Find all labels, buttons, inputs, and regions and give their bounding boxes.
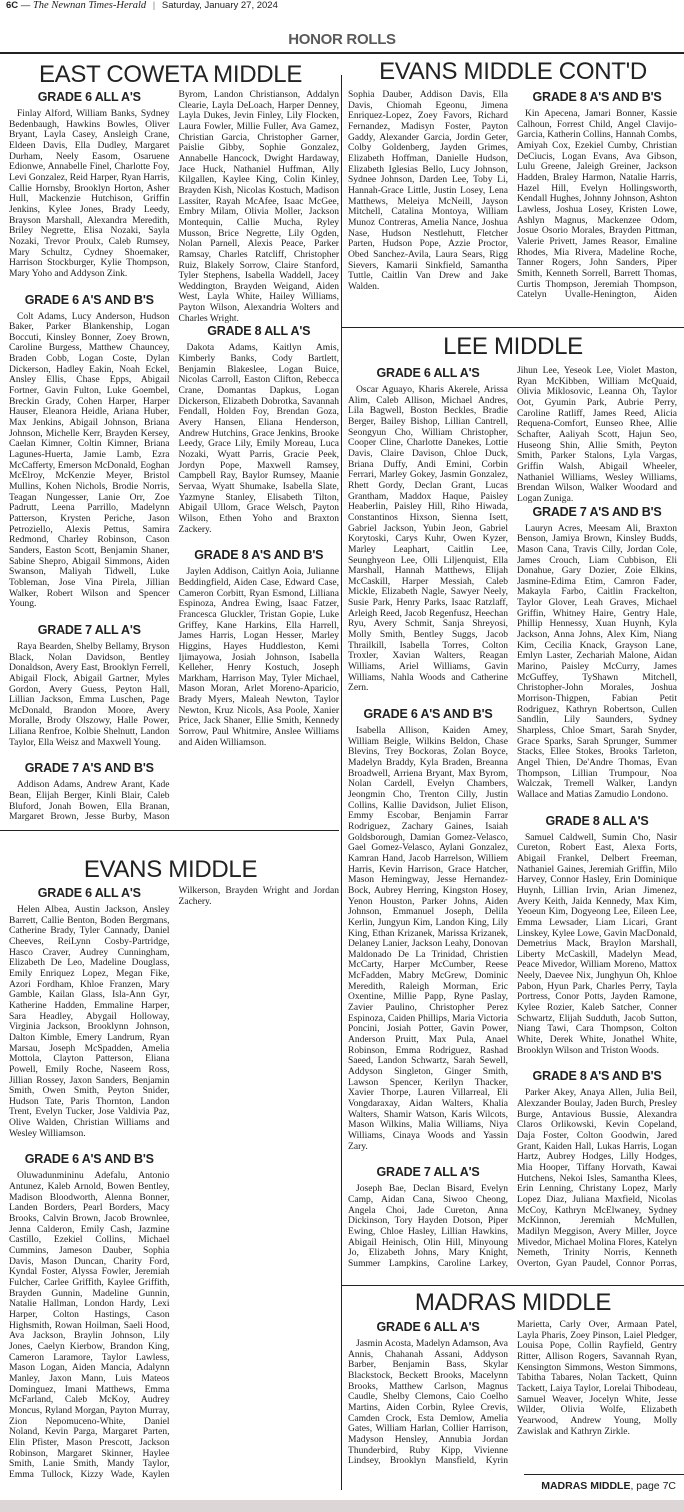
grade-list (348, 707, 508, 1152)
east-coweta-section-title: EAST COWETA MIDDLE (38, 61, 303, 88)
student-names: Helen Albea, Austin Jackson, Ansley Barrett, Callie Benton, Boden Bergmans, Catherine Brady, Tyler Cannady, Daniel Cheeves, ReiLynn Cosby-Partridge, Hasco Craver, Audrey Cunningham, Elizabeth De Leo, Madeline Douglass, Emily Enriquez Lopez, Megan Fike, Azori Fordham, Khloe Franzen, Mary Gamble, Kailan Glass, Isla-Ann Gyr, Katherine Hadden, Emmaline Harper, Sara Headley, Abygail Holloway, Virginia Jackson, Brooklynn Johnson, Dalton Kimble, Emery Landrum, Ryan Marsau, Joseph McSpadden, Amelia Mottola, Clayton Patterson, Eliana Powell, Emily Roche, Naseem Ross, Jillian Rossey, Jaxon Sanders, Benjamin Smith, Owen Smith, Peyton Snider, Hudson Tate, Paris Thornton, Landon Trent, Evelyn Tucker, Jose Valdivia Paz, Olive Walden, Christian Williams and Wesley Williamson. (9, 904, 170, 1139)
kicker-rule (0, 52, 684, 54)
student-names: Oscar Aguayo, Kharis Akerele, Arissa Alim, Caleb Allison, Michael Andres, Lila Bagwell, Boston Beckles, Bradie Berger, Bailey Bishop, Lillian Cantrell, Seongyun Cho, William Christopher, Cooper Cline, Charlotte Danekes, Lottie Davis, Claire Davison, Chloe Duck, Briana Duffy, Andi Emini, Corbin Ferrari, Marley Gokey, Jasmin Gonzalez, Rhett Gordy, Declan Grant, Lucas Grantham, Maddox Haque, Paisley Heaberlin, Paisley Hill, Riho Hiwada, Constantinos Hixson, Sienna Isett, Gabriel Jackson, Yubin Jeon, Gabriel Korytoski, Carys Kuhr, Owen Kyzer, Marley Leaphart, Caitlin Lee, Seunghyeon Lee, Olli Liljenquist, Ella Marshall, Hannah Matthews, Elijah McCaskill, Harper Messiah, Caleb Mickle, Elizabeth Nagle, Sawyer Neely, Susie Park, Henry Parks, Isaac Ratzlaff, Arleigh Reed, Jacob Regenfusz, Heechan Ryu, Avery Schmit, Sanja Shreyosi, Molly Smith, Bentley Suggs, Jacob Thrailkill, Isabella Torres, Colton Troxler, Xavian Walters, Reagan Williams, Ariel Williams, Gavin Williams, Nahla Woods and Catherine Zern. (348, 384, 508, 694)
madras-section-title: MADRAS MIDDLE (414, 1289, 612, 1316)
grade-heading: GRADE 8 ALL A'S (545, 813, 649, 828)
lee-honor-roll (348, 366, 677, 1278)
grade-heading: GRADE 8 A'S AND B'S (532, 90, 662, 104)
grade-heading: GRADE 6 ALL A'S (376, 366, 480, 380)
grade-heading: GRADE 8 ALL A'S (207, 324, 311, 339)
evans-section-title: EVANS MIDDLE (83, 856, 258, 883)
grade-heading: GRADE 7 ALL A'S (37, 622, 141, 637)
student-names: Dakota Adams, Kaitlyn Amis, Kimberly Banks, Cody Bartlett, Benjamin Blakeslee, Logan Buice, Nicolas Carroll, Easton Clifton, Rebecca Crane, Domantas Dapkus, Logan Dickerson, Elizabeth Dobrotka, Savannah Fendall, Holden Foy, Brendan Goza, Avery Hansen, Eliana Henderson, Andrew Hutchins, Grace Jenkins, Brooke Leedy, Grace Lily, Emily Moreau, Luca Nozaki, Wyatt Parris, Gracie Peek, Jordyn Pope, Maxwell Ramsey, Campbell Ray, Baylor Rumsey, Maanie Servaa, Wyatt Shumake, Isabella Slate, Yazmyne Stanley, Elisabeth Tilton, Abigail Ullom, Grace Welsch, Payton Wilson, Ethen Yoho and Braxton Zackery. (178, 342, 339, 535)
student-names: Samuel Caldwell, Sumin Cho, Nasir Cureton, Robert East, Alexa Forts, Abigail Frankel, Delbert Freeman, Nathaniel Gaines, Jeremiah Griffin, Milo Harvey, Connor Hasley, Erin Dominique Huynh, Lillian Irvin, Arian Jimenez, Avery Keith, Jaida Kennedy, Max Kim, Yeoeun Kim, Dogyeong Lee, Eileen Lee, Emma Lewsader, Liam Licari, Grant Linskey, Kylee Lowe, Gavin MacDonald, Demetrius Mack, Braylon Marshall, Liberty McCaskill, Madelyn Mead, Peace Mivedor, William Moreno, Mattox Neely, Daevee Nix, Junghyun Oh, Khloe Pabon, Hyun Park, Charles Perry, Tayla Portress, Conor Potts, Jayden Ramone, Kylee Rozier, Kaleb Satcher, Conner Schwartz, Elijah Sudduth, Jacob Sutton, Niang Tawi, Cara Thompson, Colton White, Derek White, Jonathel White, Brooklyn Wilson and Triston Woods. (517, 831, 677, 1056)
masthead (6, 0, 278, 12)
newspaper-name: The Newnan Times-Herald (32, 0, 147, 11)
student-names: Addison Adams, Andrew Arant, Kade Bean, Elijah Berger, Kinli Blair, Caleb Bluford, Jonah Bowen, Ella Branan, Margaret Brown, Jesse Burby, Mason Byrom, Landon Christianson, Addalyn Clearie, Layla DeLoach, Harper Denney, Layla Dukes, Jevin Finley, Lily Flocken, Laura Fowler, Millie Fuller, Ava Gamez, Christian Garcia, Christopher Garner, Paislie Gibby, Sophie Gonzalez, Annabelle Hancock, Dwight Hardaway, Jace Huck, Nathaniel Huffman, Ally Kilgallen, Kaylee King, Colin Kinley, Brayden Kish, Nicolas Kostuch, Madison Lassiter, Rayah McAfee, Isaac McGee, Embry Milam, Olivia Moller, Jackson Montequin, Callie Mucha, Ryley Musson, Brice Negrette, Lily Ogden, Nolan Parnell, Alexis Peace, Parker Ramsay, Charles Ratcliff, Christopher Ruiz, Blakely Sorrow, Claire Stanford, Tyler Stephens, Isabella Waddell, Jacey Weddington, Brayden Weigand, Aiden West, Layla White, Hailey Williams, Payton Wilson, Alexandria Wolters and Charles Wright. (9, 90, 339, 823)
grade-list (9, 90, 170, 280)
student-names: Lauryn Acres, Meesam Ali, Braxton Benson, Jamiya Brown, Kinsley Budds, Mason Cana, Travis Cilly, Jordan Cole, James Crouch, Liam Cubbison, Eli Donahue, Gary Dozier, Zoie Elkins, Jasmine-Edima Etim, Camron Fader, Makayla Farbo, Caitlin Frackelton, Taylor Glover, Leah Graves, Michael Griffin, Whitney Haire, Gentry Hale, Phillip Hennessy, Xuan Huynh, Kyla Jackson, Anna Johns, Alex Kim, Niang Kim, Cecilia Knack, Grayson Lane, Emlyn Laster, Zechariah Malone, Aidan Marino, Paisley McCurry, James McGuffey, TyShawn Mitchell, Christopher-John Morales, Joshua Morrison-Thigpen, Fabian Petit Rodriguez, Kathryn Robertson, Cullen Sandlin, Lily Saunders, Sydney Sharpless, Chloe Smart, Sarah Snyder, Grace Sparks, Sarah Sprunger, Summer Stacks, Ellee Stokes, Brooks Tarleton, Angel Thien, De'Andre Thomas, Evan Thompson, Lillian Trumpour, Noa Walczak, Tremell Walker, Landyn Wallace and Matias Zamudio Londono. (517, 522, 677, 800)
student-names: Oluwadunmininu Adefalu, Antonio Antunez, Kaleb Arnold, Bowen Bentley, Madison Bloodworth, Alenna Bonner, Landen Borders, Pearl Borders, Macy Brooks, Calvin Brown, Jacob Brownlee, Jenna Calderon, Emily Cash, Jazmine Castillo, Ezekiel Collins, Michael Cummins, Jameson Dauber, Sophia Davis, Mason Duncan, Charity Ford, Kyndal Foster, Alyssa Fowler, Jeremiah Fulcher, Carlee Griffith, Kaylee Griffith, Brayden Gunnin, Madeline Gunnin, Natalie Hallman, London Hardy, Lexi Harper, Colton Hastings, Cason Highsmith, Rowan Hoilman, Saeli Hood, Ava Jackson, Braylin Johnson, Lily Jones, Caelyn Kierbow, Brandon King, Cameron Laramore, Taylor Lawless, Mason Logan, Aiden Mancia, Adalynn Manley, Jaxon Mann, Luis Mateos Dominguez, Imani Matthews, Emma McFarland, Caleb McKoy, Audrey Moncus, Ryland Morgan, Payton Murray, Zion Nepomuceno-White, Daniel Noland, Kevin Parga, Margaret Parten, Elin Pfister, Mason Prescott, Jackson Robinson, Margaret Skinner, Haylee Smith, Lanie Smith, Mandy Taylor, Emma Tullock, Kizzy Wade, Kaylen Wilkerson, Brayden Wright and Jordan Zachery. (9, 886, 339, 1480)
madras-honor-roll (348, 1320, 677, 1472)
student-names: Kin Apecena, Jamari Bonner, Kassie Calhoun, Forrest Child, Angel Clavijo-Garcia, Katherin Collins, Hannah Combs, Amiyah Cox, Ezekiel Cumby, Christian DeCiucis, Logan Evans, Ava Gibson, Lulu Greene, Jaleigh Greiner, Jackson Hadden, Braley Harmon, Natalie Harris, Hazel Hill, Evelyn Hollingsworth, Kendall Hughes, Johnny Johnson, Ashton Lawless, Joshua Losey, Kristen Lowe, Ashlyn Magnus, Mackenzee Odom, Josue Osorio Morales, Brayden Pittman, Valerie Privett, James Reasor, Emaline Rhodes, Mia Rivera, Madeline Roche, Tanner Rogers, John Sanders, Piper Smith, Kenneth Sorrell, Barrett Thomas, Curtis Thompson, Jeremiah Thompson, Catelyn Uvalle-Henington, Aiden (517, 108, 677, 301)
student-names: Finlay Alford, William Banks, Sydney Bedenbaugh, Hawkins Bowles, Oliver Bryant, Layla Casey, Ansleigh Crane, Eldeen Davis, Ella Dudley, Margaret Durham, Neely Easom, Osaruene Edionwe, Annabelle Finel, Charlotte Foy, Levi Gonzalez, Reid Harper, Ryan Harris, Callie Hornsby, Brooklyn Horton, Asher Hull, Mackenzie Hutchison, Griffin Jenkins, Kylee Jones, Brady Leedy, Brayson Marshall, Alexandra Meredith, Briley Negrette, Elisa Nozaki, Sayla Nozaki, Trevor Proulx, Caleb Rumsey, Mary Schultz, Cydney Shoemaker, Harrison Stockburger, Kylie Thompson, Mary Yoho and Addyson Zink. (9, 108, 170, 279)
grade-list (517, 814, 677, 1057)
masthead-separator: | (152, 0, 156, 11)
grade-list (9, 293, 170, 610)
column-divider (341, 75, 342, 1490)
grade-heading: GRADE 7 ALL A'S (376, 1165, 480, 1180)
jump-page: , page 7C (630, 1480, 676, 1492)
grade-heading: GRADE 8 A'S AND B'S (532, 1069, 662, 1084)
grade-heading: GRADE 6 A'S AND B'S (24, 292, 154, 307)
jump-line[interactable] (541, 1480, 676, 1492)
grade-list (517, 90, 677, 322)
section-rule-right-madras (342, 1285, 684, 1286)
evans-honor-roll (9, 886, 339, 1498)
student-names: Jasmin Acosta, Madelyn Adamson, Ava Annis, Chahanah Assani, Addyson Barber, Benjamin Bass, Skylar Blackstock, Beckett Brooks, Macelynn Brooks, Matthew Carlson, Magnus Caudle, Shelby Clemons, Caio Coelho Martins, Aiden Corbin, Rylee Crevis, Camden Crock, Esta Demlow, Amelia Gates, William Harlan, Collier Harrison, Madyson Hensley, Annubia Jordan Thunderbird, Ruby Kipp, Vivienne Lindsey, Brooklyn Mansfield, Kyrin Marietta, Carly Over, Armaan Patel, Layla Pharis, Zoey Pinson, Laiel Pledger, Louisa Pope, Collin Rayfield, Gentry Ritter, Allison Rogers, Savannah Ryan, Kensington Simmons, Weston Simmons, Tabitha Tabares, Nolan Tackett, Quinn Tackett, Laiya Taylor, Lorelai Thibodeau, Samuel Weaver, Jocelyn White, Jesse Wilder, Olivia Wolfe, Elizabeth Yearwood, Andrew Young, Molly Zawislak and Kathryn Zirkle. (348, 1320, 677, 1467)
section-rule-right-lee (342, 327, 684, 328)
grade-heading: GRADE 7 A'S AND B'S (24, 761, 154, 776)
grade-list (179, 324, 340, 535)
student-names: Jaylen Addison, Caitlyn Aoia, Julianne Beddingfield, Aiden Case, Edward Case, Cameron Corbitt, Ryan Esmond, Lilliana Espinoza, Andrea Ewing, Isaac Fatzer, Francesca Gluckler, Tristan Gopie, Luke Griffey, Kane Harkins, Ella Harrell, James Harris, Logan Hesser, Marley Higgins, Hayes Huddleston, Kemi Ijimayowa, Josiah Johnson, Isabella Kelleher, Henry Kostuch, Joseph Markham, Harrison May, Tyler Michael, Mason Moran, Arlet Moreno-Aparicio, Brady Myers, Maleah Newton, Taylor Newton, Kruz Nicols, Asa Poole, Xanier Price, Jack Shaner, Ellie Smith, Kennedy Sorrow, Paul Whitmire, Anslee Williams and Aiden Williamson. (178, 566, 339, 748)
grade-heading: GRADE 6 A'S AND B'S (363, 707, 493, 722)
grade-heading: GRADE 6 ALL A'S (37, 90, 141, 104)
jump-rule (524, 1474, 684, 1475)
student-names: Isabella Allison, Kaiden Amey, William Beigle, Wilkins Beldon, Chase Blevins, Trey Bockoras, Zolan Boyce, Madelyn Braddy, Kyla Braden, Breanna Broadwell, Arriena Bryant, Max Byrom, Nolan Cardell, Evelyn Chambers, Jeongmin Cho, Trenton Cilly, Justin Collins, Kallie Davidson, Juliet Elison, Emmy Escobar, Benjamin Farrar Rodriguez, Zachary Gaines, Isaiah Goldsborough, Damian Gomez-Velasco, Gael Gomez-Velasco, Aylani Gonzalez, Kamran Hand, Jacob Harrelson, Williem Harris, Kevin Harrison, Grace Hatcher, Mason Hemingway, Jesse Hernandez-Bock, Aubrey Herring, Kingston Hosey, Yenon Houston, Parker Johns, Aiden Johnson, Emmanuel Joseph, Delila Kerlin, Jungyun Kim, Landon King, Lily King, Ethan Krizanek, Marissa Krizanek, Delaney Lanier, Jackson Leahy, Donovan Maldonado De La Trinidad, Christien McCarty, Harper McCumber, Reese McFadden, Mabry McGrew, Dominic Meredith, Raleigh Morman, Eric Oxentine, Millie Papp, Ryne Paslay, Zavier Paulino, Christopher Perez Espinoza, Caiden Phillips, Maria Victoria Poncini, Josiah Potter, Gavin Power, Anderson Pruitt, Max Pula, Anael Robinson, Emma Rodriguez, Rashad Saeed, Landon Schwartz, Sarah Sewell, Addyson Singleton, Ginger Smith, Lawson Spencer, Kerilyn Thacker, Xavier Thorpe, Lauren Villarreal, Eli Vongdaraxay, Aidan Walters, Khalia Walters, Shamir Watson, Karis Wilcots, Mason Wilkins, Malia Williams, Niya Williams, Cinaya Woods and Yassin Zary. (348, 725, 508, 1152)
student-names: Colt Adams, Lucy Anderson, Hudson Baker, Parker Blankenship, Logan Boccuti, Kinsley Bonner, Zoey Brown, Caroline Burgess, Matthew Chauncey, Braden Cobb, Logan Coste, Dylan Dickerson, Hadley Eakin, Noah Eckel, Ansley Ellis, Chase Epps, Abigail Fortner, Gavin Fulton, Luke Goembel, Breckin Grady, Cohen Harper, Harper Hauser, Eleanora Heidle, Ariana Huber, Max Jenkins, Abigail Johnson, Briana Johnson, Michelle Kerr, Brayden Kersey, Caelan Kimner, Coltin Kimner, Briana Lagunes-Huerta, Jamie Lamb, Ezra McCafferty, Emerson McDonald, Eoghan McElroy, McKenzie Meyer, Bristol Mullins, Kohen Nichols, Brodie Norris, Teagan Nungesser, Lanie Orr, Zoe Padrutt, Leena Parrillo, Madelynn Patterson, Krysten Periche, Jason Petroziello, Alexis Pettus, Samira Redmond, Charley Robinson, Cason Sanders, Easton Scott, Benjamin Shaner, Sabine Shepro, Abigail Simmons, Aiden Swanson, Maliyah Tidwell, Luke Tobleman, Jose Vina Pirela, Jillian Walker, Robert Wilson and Spencer Young. (9, 310, 170, 610)
jump-label: MADRAS MIDDLE (541, 1480, 631, 1492)
grade-list (9, 886, 170, 1139)
grade-list (348, 1320, 677, 1472)
grade-list (348, 366, 508, 694)
grade-list (517, 505, 677, 801)
page-number: 6C (6, 0, 19, 11)
grade-heading: GRADE 7 A'S AND B'S (532, 504, 662, 519)
student-names: Joseph Bae, Declan Bisard, Evelyn Camp, Aidan Cana, Siwoo Cheong, Angela Choi, Jade Cureton, Anna Dickinson, Tory Hayden Dotson, Piper Ewing, Chloe Hasley, Lillian Hawkins, Abigail Heinisch, Olin Hill, Minyoung Jo, Elizabeth Johns, Mary Knight, Summer Lampkins, Caroline Larkey, Jihun Lee, Yeseok Lee, Violet Maston, Ryan McKibben, William McQuaid, Olivia Miklosovic, Leanna Oh, Taylor Oot, Gyumin Park, Aubrie Perry, Caroline Ratliff, James Reed, Alicia Requena-Comfort, Eunseo Rhee, Allie Schafter, Aaliyah Scott, Hajun Seo, Huseong Shin, Allie Smith, Peyton Smith, Parker Stalons, Lyla Vargas, Griffin Walsh, Abigail Wheeler, Nathaniel Williams, Wesley Williams, Brendan Wilson, Walker Woodard and Logan Zuniga. (348, 366, 677, 1269)
student-names: Sophia Dauber, Addison Davis, Ella Davis, Chiomah Egeonu, Jimena Enriquez-Lopez, Zoey Favors, Richard Fernandez, Madisyn Foster, Payton Gaddy, Alexander Garcia, Jordin Geter, Colby Goldenberg, Jayden Grimes, Elizabeth Hoffman, Danielle Hudson, Elizabeth Iglesias Bello, Lucy Johnson, Sydnee Johnson, Darden Lee, Toby Li, Hannah-Grace Little, Justin Losey, Lena Matthews, Meleiya McNeill, Jayson Mitchell, Catalina Montoya, William Munoz Contreras, Amelia Nance, Joshua Nase, Hudson Nestlehutt, Fletcher Parten, Hudson Pope, Azzie Proctor, Obed Sanchez-Avila, Laura Sears, Rigg Sievers, Kamarii Sinkfield, Samantha Tuttle, Caitlin Van Drew and Jake Walden. (348, 90, 508, 292)
evans-contd-honor-roll (348, 90, 677, 322)
lee-section-title: LEE MIDDLE (443, 333, 583, 360)
east-coweta-honor-roll (9, 90, 339, 825)
page-kicker: HONOR ROLLS (288, 31, 396, 48)
grade-heading: GRADE 6 A'S AND B'S (24, 1152, 154, 1167)
grade-list (348, 90, 508, 292)
student-names: Parker Akey, Anaya Allen, Julia Beil, Alexzander Boulay, Jaden Burch, Presley Burge, Antavious Bussie, Alexandra Claros Orlikowski, Kevin Copeland, Daja Foster, Colton Goodwin, Jared Grant, Kaiden Hall, Lukas Harris, Logan Hartz, Aubrey Hodges, Lilly Hodges, Mia Hooper, Tiffany Horvath, Kawai Hutchens, Nekoi Isles, Samantha Klees, Erin Lenning, Christany Lopez, Marly Lopez Diaz, Juliana Maxfield, Nicolas McCoy, Kathryn McElwaney, Sydney McKinnon, Jeremiah McMullen, Madilyn Meggison, Avery Miller, Joyce Mivedor, Michael Molina Flores, Katelyn Nemeth, Trinity Norris, Kenneth Overton, Gyan Paudel, Connor Porras, (517, 1087, 677, 1269)
grade-heading: GRADE 8 A'S AND B'S (194, 548, 324, 563)
evans-contd-section-title: EVANS MIDDLE CONT'D (379, 58, 647, 85)
grade-list (179, 548, 340, 748)
masthead-dash: — (20, 0, 31, 11)
issue-date: Saturday, January 27, 2024 (161, 0, 278, 11)
grade-heading: GRADE 6 ALL A'S (376, 1320, 480, 1334)
footer-bar (0, 1500, 684, 1512)
grade-heading: GRADE 6 ALL A'S (37, 886, 141, 900)
section-rule-left (0, 830, 339, 831)
grade-list (9, 623, 170, 749)
student-names: Raya Bearden, Shelby Bellamy, Bryson Black, Nolan Davidson, Bentley Donaldson, Avery East, Brooklyn Ferrell, Abigail Flock, Abigail Gartner, Myles Gordon, Avery Guess, Peyton Hall, Lillian Jackson, Emma Luschen, Page McDonald, Brandon Moore, Avery Moralle, Brody Olszowy, Halle Power, Liliana Renfroe, Kolbie Shelnutt, Landon Taylor, Ella Weisz and Maxwell Young. (9, 640, 170, 748)
